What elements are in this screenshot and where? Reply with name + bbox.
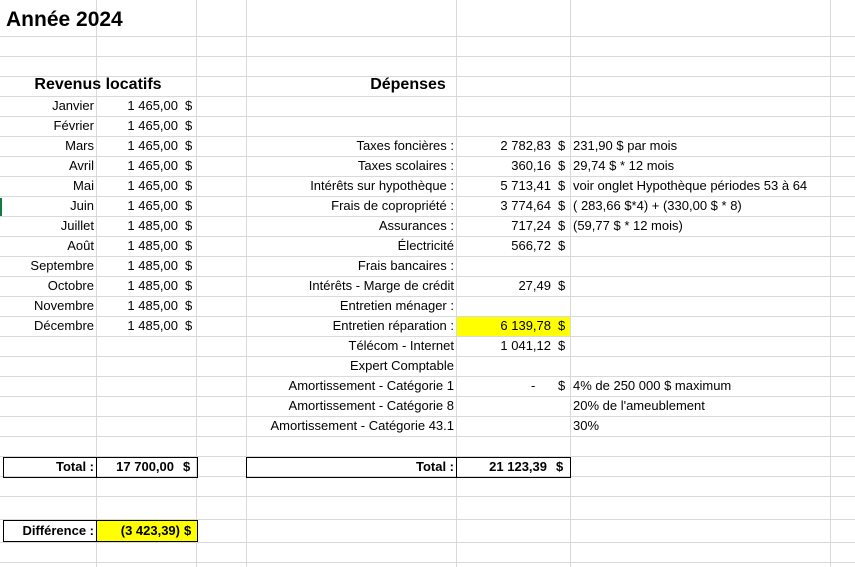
currency-symbol: $: [185, 238, 193, 253]
expense-label[interactable]: Assurances :: [378, 218, 454, 233]
currency-symbol: $: [185, 218, 193, 233]
expense-label[interactable]: Entretien ménager :: [339, 298, 454, 313]
difference-value[interactable]: (3 423,39): [120, 523, 180, 538]
expense-amount[interactable]: 6 139,78: [500, 318, 551, 333]
month-label[interactable]: Août: [67, 238, 94, 253]
month-label[interactable]: Octobre: [47, 278, 94, 293]
month-label[interactable]: Avril: [68, 158, 94, 173]
currency-symbol: $: [185, 318, 193, 333]
month-amount[interactable]: 1 485,00: [127, 238, 178, 253]
expense-amount[interactable]: 717,24: [511, 218, 551, 233]
expense-amount[interactable]: 2 782,83: [500, 138, 551, 153]
gridline: [196, 0, 197, 567]
expense-note[interactable]: (59,77 $ * 12 mois): [573, 218, 683, 233]
expense-amount[interactable]: 566,72: [511, 238, 551, 253]
month-label[interactable]: Janvier: [52, 98, 94, 113]
currency-symbol: $: [558, 238, 566, 253]
month-label[interactable]: Février: [53, 118, 94, 133]
currency-symbol: $: [185, 118, 193, 133]
month-amount[interactable]: 1 485,00: [127, 258, 178, 273]
currency-symbol: $: [183, 459, 191, 474]
expense-label[interactable]: Entretien réparation :: [332, 318, 454, 333]
expense-note[interactable]: voir onglet Hypothèque périodes 53 à 64: [573, 178, 808, 193]
revenus-total-label[interactable]: Total :: [55, 459, 94, 474]
month-amount[interactable]: 1 465,00: [127, 138, 178, 153]
expense-note[interactable]: 231,90 $ par mois: [573, 138, 678, 153]
expense-amount[interactable]: 5 713,41: [500, 178, 551, 193]
depenses-total-label[interactable]: Total :: [415, 459, 454, 474]
expense-amount[interactable]: -: [531, 378, 536, 393]
expense-amount[interactable]: 3 774,64: [500, 198, 551, 213]
month-amount[interactable]: 1 465,00: [127, 118, 178, 133]
month-amount[interactable]: 1 485,00: [127, 298, 178, 313]
currency-symbol: $: [185, 158, 193, 173]
month-label[interactable]: Septembre: [30, 258, 94, 273]
currency-symbol: $: [185, 138, 193, 153]
currency-symbol: $: [185, 278, 193, 293]
expense-label[interactable]: Amortissement - Catégorie 1: [288, 378, 454, 393]
month-amount[interactable]: 1 465,00: [127, 98, 178, 113]
expense-note[interactable]: 29,74 $ * 12 mois: [573, 158, 675, 173]
currency-symbol: $: [558, 138, 566, 153]
currency-symbol: $: [558, 198, 566, 213]
expense-label[interactable]: Taxes foncières :: [356, 138, 454, 153]
month-label[interactable]: Juillet: [60, 218, 94, 233]
currency-symbol: $: [556, 459, 564, 474]
currency-symbol: $: [558, 218, 566, 233]
currency-symbol: $: [185, 178, 193, 193]
depenses-header[interactable]: Dépenses: [370, 76, 446, 93]
month-label[interactable]: Juin: [70, 198, 94, 213]
currency-symbol: $: [185, 198, 193, 213]
sheet-title[interactable]: Année 2024: [6, 8, 123, 31]
currency-symbol: $: [558, 338, 566, 353]
month-label[interactable]: Novembre: [34, 298, 94, 313]
currency-symbol: $: [185, 98, 193, 113]
expense-label[interactable]: Taxes scolaires :: [357, 158, 454, 173]
gridline: [570, 0, 571, 567]
currency-symbol: $: [558, 278, 566, 293]
currency-symbol: $: [558, 318, 566, 333]
gridline: [830, 0, 831, 567]
expense-note[interactable]: 30%: [573, 418, 600, 433]
expense-label[interactable]: Frais bancaires :: [357, 258, 454, 273]
month-amount[interactable]: 1 485,00: [127, 278, 178, 293]
expense-label[interactable]: Frais de copropriété :: [331, 198, 454, 213]
expense-note[interactable]: ( 283,66 $*4) + (330,00 $ * 8): [573, 198, 742, 213]
expense-label[interactable]: Expert Comptable: [349, 358, 454, 373]
expense-label[interactable]: Amortissement - Catégorie 8: [288, 398, 454, 413]
difference-label[interactable]: Différence :: [22, 523, 94, 538]
month-amount[interactable]: 1 465,00: [127, 198, 178, 213]
gridline: [0, 56, 855, 57]
expense-label[interactable]: Électricité: [397, 238, 454, 253]
gridline: [0, 496, 855, 497]
month-amount[interactable]: 1 485,00: [127, 318, 178, 333]
currency-symbol: $: [184, 523, 192, 538]
revenus-total-value[interactable]: 17 700,00: [116, 459, 174, 474]
month-label[interactable]: Mai: [73, 178, 94, 193]
expense-note[interactable]: 20% de l'ameublement: [573, 398, 705, 413]
expense-note[interactable]: 4% de 250 000 $ maximum: [573, 378, 732, 393]
currency-symbol: $: [558, 158, 566, 173]
expense-amount[interactable]: 27,49: [518, 278, 551, 293]
gridline: [0, 542, 855, 543]
month-amount[interactable]: 1 465,00: [127, 158, 178, 173]
currency-symbol: $: [185, 298, 193, 313]
expense-amount[interactable]: 1 041,12: [500, 338, 551, 353]
depenses-total-value[interactable]: 21 123,39: [489, 459, 547, 474]
expense-label[interactable]: Intérêts - Marge de crédit: [308, 278, 454, 293]
currency-symbol: $: [558, 178, 566, 193]
month-amount[interactable]: 1 465,00: [127, 178, 178, 193]
expense-label[interactable]: Télécom - Internet: [348, 338, 454, 353]
expense-label[interactable]: Intérêts sur hypothèque :: [310, 178, 454, 193]
expense-amount[interactable]: 360,16: [511, 158, 551, 173]
month-label[interactable]: Mars: [65, 138, 94, 153]
gridline: [0, 562, 855, 563]
expense-label[interactable]: Amortissement - Catégorie 43.1: [270, 418, 454, 433]
gridline: [0, 436, 855, 437]
currency-symbol: $: [185, 258, 193, 273]
month-amount[interactable]: 1 485,00: [127, 218, 178, 233]
currency-symbol: $: [558, 378, 566, 393]
revenus-header[interactable]: Revenus locatifs: [34, 76, 162, 93]
month-label[interactable]: Décembre: [34, 318, 94, 333]
